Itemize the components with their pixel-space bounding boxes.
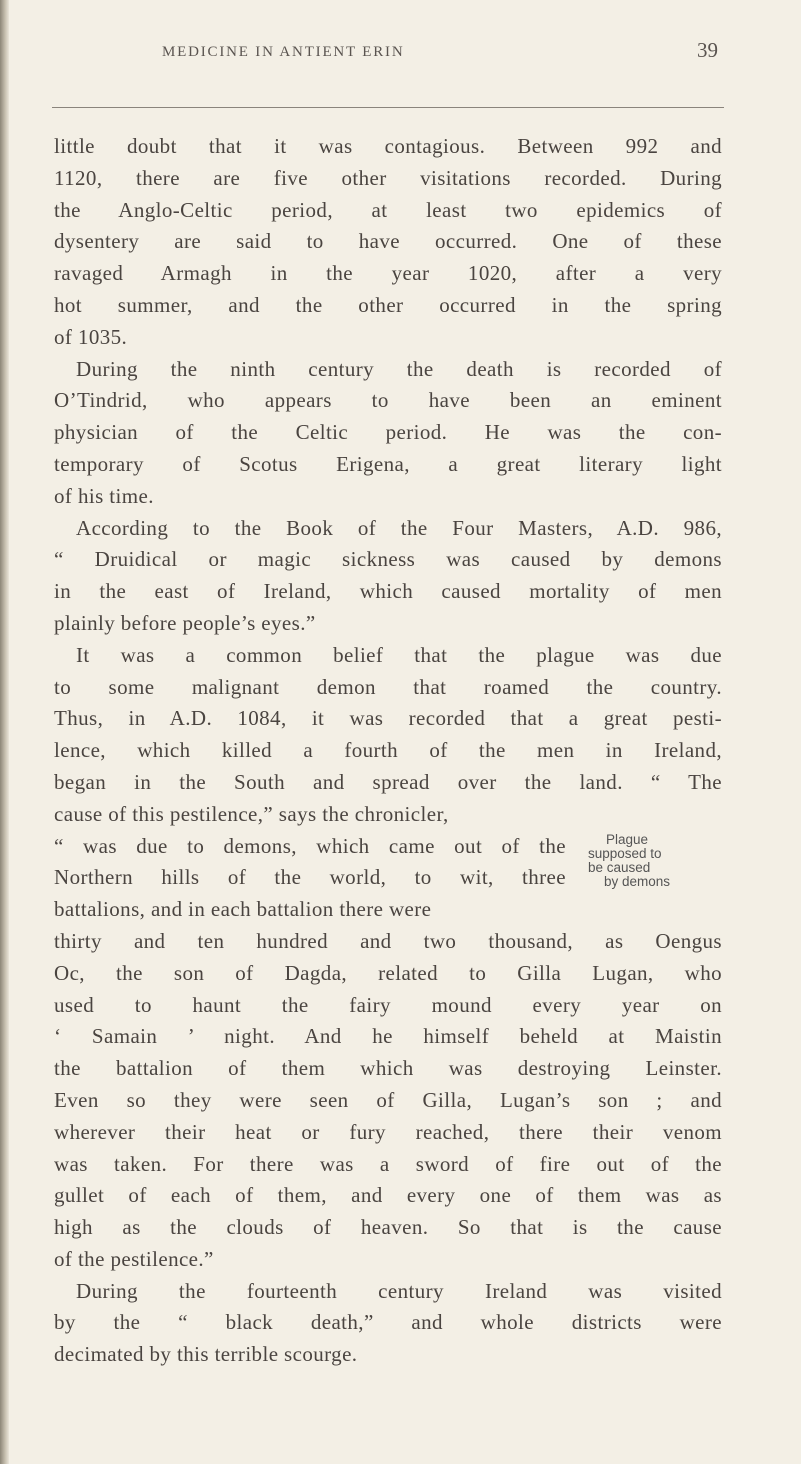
text-line: battalions, and in each battalion there were [54, 897, 432, 922]
text-line: ‘ Samain ’ night. And he himself beheld at Maistin [54, 1024, 722, 1049]
text-line: of the pestilence.” [54, 1246, 214, 1271]
text-line: high as the clouds of heaven. So that is the cause [54, 1215, 722, 1240]
text-line: hot summer, and the other occurred in the spring [54, 292, 722, 317]
margin-note-line: by demons [604, 874, 671, 889]
margin-note-line: be caused [588, 860, 651, 875]
text-line: According to the Book of the Four Masters, A.D. 986, [76, 515, 722, 540]
text-line: gullet of each of them, and every one of them was as [54, 1183, 722, 1208]
text-line: During the fourteenth century Ireland was visited [76, 1278, 722, 1303]
text-line: wherever their heat or fury reached, there their venom [54, 1119, 722, 1144]
margin-note [588, 833, 670, 889]
running-title: MEDICINE IN ANTIENT ERIN [162, 44, 405, 60]
text-line: used to haunt the fairy mound every year on [54, 992, 722, 1017]
margin-note-line: supposed to [588, 846, 662, 861]
text-line: decimated by this terrible scourge. [54, 1342, 358, 1367]
text-line: began in the South and spread over the land. “ The [54, 769, 722, 794]
text-line: Even so they were seen of Gilla, Lugan’s son ; and [54, 1087, 722, 1112]
text-line: Northern hills of the world, to wit, three [54, 865, 566, 890]
text-line: of his time. [54, 483, 154, 508]
text-line: dysentery are said to have occurred. One of these [54, 229, 722, 254]
text-line: Oc, the son of Dagda, related to Gilla Lugan, who [54, 960, 722, 985]
text-line: thirty and ten hundred and two thousand, as Oengus [54, 928, 722, 953]
text-line: lence, which killed a fourth of the men in Ireland, [54, 738, 722, 763]
text-line: by the “ black death,” and whole districts were [54, 1310, 722, 1335]
margin-note-line: Plague [606, 832, 649, 847]
body-text [54, 131, 722, 1371]
text-line: in the east of Ireland, which caused mortality of men [54, 579, 722, 604]
text-line: 1120, there are five other visitations recorded. During [54, 165, 722, 190]
page-header [0, 38, 801, 68]
text-line: of 1035. [54, 324, 128, 349]
text-line: Thus, in A.D. 1084, it was recorded that a great pesti- [54, 706, 722, 731]
text-line: During the ninth century the death is recorded of [76, 356, 722, 381]
page-number: 39 [697, 38, 718, 62]
text-line: “ Druidical or magic sickness was caused by demons [54, 547, 722, 572]
text-line: the battalion of them which was destroying Leinster. [54, 1056, 722, 1081]
text-line: O’Tindrid, who appears to have been an eminent [54, 388, 722, 413]
text-line: physician of the Celtic period. He was the con- [54, 420, 722, 445]
header-rule [52, 107, 724, 108]
text-line: ravaged Armagh in the year 1020, after a very [54, 261, 722, 286]
text-line: “ was due to demons, which came out of the [54, 833, 566, 858]
text-line: cause of this pestilence,” says the chronicler, [54, 801, 449, 826]
text-line: was taken. For there was a sword of fire out of the [54, 1151, 722, 1176]
book-spine-edge [0, 0, 9, 1464]
text-line: to some malignant demon that roamed the country. [54, 674, 722, 699]
text-line: temporary of Scotus Erigena, a great literary light [54, 451, 722, 476]
text-line: plainly before people’s eyes.” [54, 610, 316, 635]
text-line: the Anglo-Celtic period, at least two epidemics of [54, 197, 722, 222]
text-line: little doubt that it was contagious. Between 992 and [54, 134, 722, 158]
text-line: It was a common belief that the plague was due [76, 642, 722, 667]
